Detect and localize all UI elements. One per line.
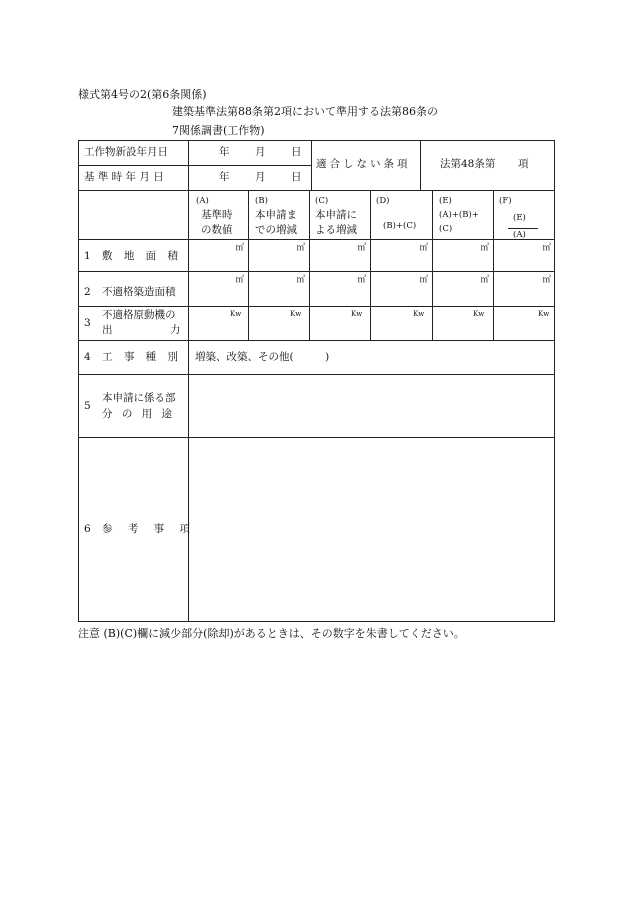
row1-unit-c: ㎡ (357, 243, 366, 253)
form-table (78, 140, 555, 622)
col-e-formula-line1: (A)+(B)+ (439, 210, 479, 220)
row2-unit-f: ㎡ (542, 275, 551, 285)
col-d-formula: (B)+(C) (383, 221, 417, 231)
col-a-line1: 基準時 (201, 209, 233, 221)
row3-unit-d: Kw (413, 310, 425, 318)
motor-output-label-line2b: 力 (170, 324, 181, 336)
construction-year: 年 (219, 146, 230, 158)
row2-unit-c: ㎡ (357, 275, 366, 285)
construction-day: 日 (291, 146, 302, 158)
row4-number: 4 (84, 351, 91, 363)
base-year: 年 (219, 171, 230, 183)
col-d-letter: (D) (376, 196, 390, 206)
noncompliance-label: 適合しない条項 (316, 158, 411, 170)
motor-output-label-line2a: 出 (102, 324, 113, 336)
row1-unit-a: ㎡ (235, 243, 244, 253)
col-b-letter: (B) (255, 196, 268, 206)
row5-number: 5 (84, 400, 91, 412)
col-e-formula-line2: (C) (439, 224, 453, 234)
row3-unit-c: Kw (351, 310, 363, 318)
usage-label-line1: 本申請に係る部 (102, 392, 176, 404)
row1-unit-f: ㎡ (542, 243, 551, 253)
site-area-label: 敷 地 面 積 (102, 250, 183, 262)
row1-number: 1 (84, 250, 91, 262)
row3-number: 3 (84, 317, 91, 329)
base-date-label: 基 準 時 年 月 日 (84, 171, 164, 183)
construction-date-label: 工作物新設年月日 (84, 146, 168, 158)
motor-output-label-line1: 不適格原動機の (102, 309, 176, 321)
row1-unit-d: ㎡ (419, 243, 428, 253)
col-e-letter: (E) (439, 196, 452, 206)
base-day: 日 (291, 171, 302, 183)
row3-unit-b: Kw (290, 310, 302, 318)
col-f-numerator: (E) (513, 213, 526, 223)
form-title-line2: 7関係調書(工作物) (172, 124, 265, 137)
row3-unit-a: Kw (230, 310, 242, 318)
row1-unit-b: ㎡ (296, 243, 305, 253)
row6-number: 6 (84, 523, 91, 535)
form-number: 様式第4号の2(第6条関係) (78, 88, 207, 101)
col-c-letter: (C) (315, 196, 329, 206)
col-f-letter: (F) (499, 196, 512, 206)
work-type-label: 工 事 種 別 (102, 351, 183, 363)
nonconforming-area-label: 不適格築造面積 (102, 286, 176, 298)
row2-unit-e: ㎡ (480, 275, 489, 285)
col-a-letter: (A) (196, 196, 209, 206)
row1-unit-e: ㎡ (480, 243, 489, 253)
footnote: 注意 (B)(C)欄に減少部分(除却)があるときは、その数字を朱書してください。 (78, 627, 465, 640)
col-b-line1: 本申請ま (255, 209, 297, 221)
row2-unit-a: ㎡ (235, 275, 244, 285)
row3-unit-e: Kw (473, 310, 485, 318)
construction-month: 月 (255, 146, 266, 158)
col-c-line1: 本申請に (315, 209, 357, 221)
remarks-label: 参 考 事 項 (102, 523, 197, 535)
base-month: 月 (255, 171, 266, 183)
row2-unit-b: ㎡ (296, 275, 305, 285)
form-title-line1: 建築基準法第88条第2項において準用する法第86条の (172, 105, 438, 118)
col-a-line2: の数値 (201, 224, 233, 236)
row2-number: 2 (84, 286, 91, 298)
usage-label-line2: 分 の 用 途 (102, 408, 176, 420)
row3-unit-f: Kw (538, 310, 550, 318)
col-f-denominator: (A) (513, 230, 526, 240)
work-type-value: 増築、改築、その他( ) (195, 351, 330, 363)
row2-unit-d: ㎡ (419, 275, 428, 285)
col-b-line2: での増減 (255, 224, 297, 236)
col-c-line2: よる増減 (315, 224, 357, 236)
article-suffix: 項 (518, 158, 529, 170)
article-prefix: 法第48条第 (440, 158, 496, 170)
